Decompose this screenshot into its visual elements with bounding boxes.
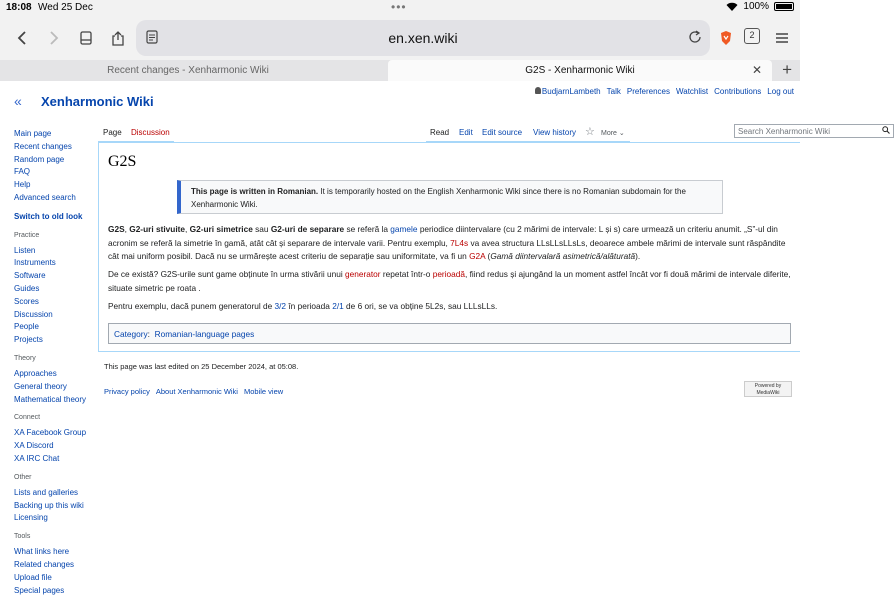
sidebar-group-practice: Practice xyxy=(14,231,40,239)
url-text: en.xen.wiki xyxy=(388,30,458,46)
article-content xyxy=(98,142,800,352)
watchlist-link[interactable]: Watchlist xyxy=(676,87,709,96)
tab-strip xyxy=(0,60,800,81)
search-icon[interactable] xyxy=(882,126,890,136)
user-page-link[interactable] xyxy=(535,87,601,96)
category-box: Category: Romanian-language pages xyxy=(108,323,791,344)
wifi-icon xyxy=(726,2,738,11)
link-2-1[interactable]: 2/1 xyxy=(332,301,344,311)
sidebar-item-upload-file[interactable]: Upload file xyxy=(14,572,52,582)
preferences-link[interactable]: Preferences xyxy=(626,87,670,96)
notice-bold: This page is written in Romanian. xyxy=(191,187,319,196)
browser-toolbar xyxy=(0,16,800,60)
term-separation: G2-uri de separare xyxy=(270,224,345,234)
search-input[interactable] xyxy=(734,124,894,138)
sidebar-item-irc-chat[interactable]: XA IRC Chat xyxy=(14,453,60,463)
tab-discussion[interactable] xyxy=(131,128,170,137)
sidebar-item-guides[interactable]: Guides xyxy=(14,283,40,293)
term-g2s: G2S xyxy=(108,224,125,234)
close-tab-icon[interactable]: ✕ xyxy=(751,63,762,77)
tab-edit-source-label: Edit source xyxy=(482,128,523,137)
notice-text: It is temporarily hosted on the English Xenharmonic Wiki since there is no Romanian subdomain for the Xenharmonic Wiki. xyxy=(191,187,686,209)
tab-edit[interactable] xyxy=(459,128,473,137)
multitask-dots[interactable]: ••• xyxy=(391,0,407,14)
bookmarks-icon[interactable] xyxy=(74,26,98,50)
more-menu-icon[interactable] xyxy=(770,26,794,50)
sidebar-item-lists-galleries[interactable]: Lists and galleries xyxy=(14,487,79,497)
sidebar-item-switch-old-look[interactable]: Switch to old look xyxy=(14,211,83,221)
sidebar-group-theory: Theory xyxy=(14,354,36,362)
sidebar-item-main-page[interactable]: Main page xyxy=(14,129,52,138)
paragraph-example: Pentru exemplu, dacă punem generatorul de 3/2 în perioada 2/1 de 6 ori, se va obține 5L2s, sau LLLsLLs. xyxy=(108,301,498,311)
sidebar-item-backing-up[interactable]: Backing up this wiki xyxy=(14,500,84,510)
battery-icon xyxy=(774,2,794,11)
tab-edit-label: Edit xyxy=(459,128,473,137)
back-icon[interactable] xyxy=(10,26,34,50)
sidebar-item-listen[interactable]: Listen xyxy=(14,245,36,255)
sidebar-item-help[interactable]: Help xyxy=(14,180,31,190)
privacy-link[interactable]: Privacy policy xyxy=(104,387,150,396)
footer-links xyxy=(104,387,298,396)
sidebar-item-projects[interactable]: Projects xyxy=(14,335,43,345)
tab-page[interactable]: Page xyxy=(103,128,122,137)
sidebar-item-approaches[interactable]: Approaches xyxy=(14,368,57,378)
chevron-down-icon: ⌄ xyxy=(618,130,625,137)
contributions-link[interactable]: Contributions xyxy=(714,87,762,96)
sidebar-item-facebook-group[interactable]: XA Facebook Group xyxy=(14,428,87,438)
mobile-view-link[interactable]: Mobile view xyxy=(243,387,284,396)
more-label: More xyxy=(601,130,617,137)
search-placeholder: Search Xenharmonic Wiki xyxy=(738,127,831,136)
paragraph-intro: G2S, G2-uri stivuite, G2-uri simetrice sau G2-uri de separare se referă la gamele periodice diintervalare (cu 2 mărimi de intervale: L și s) care urmează un criteriu anumit. „S”-ul din acronim se referă la simetrie în gamă, atât cât și separare de intervale varii. Pentru exemplu, 7L4s va avea structura LLsLLsLLsLs, deoarece ambele mărimi de intervale sunt răspândite cât mai uniform posibil. Dacă nu se urmărește acest criteriu de separație sau uniformitate, va fi un G2A (Gamă diintervalară asimetrică/alăturată). xyxy=(108,224,786,261)
browser-tab-title: G2S - Xenharmonic Wiki xyxy=(525,65,635,76)
status-date: Wed 25 Dec xyxy=(38,2,93,13)
link-generator[interactable]: generator xyxy=(345,269,381,279)
tab-discussion-label: Discussion xyxy=(131,128,170,137)
language-notice xyxy=(177,180,723,214)
new-tab-icon[interactable]: + xyxy=(782,60,792,79)
browser-tab-g2s[interactable] xyxy=(388,60,772,81)
browser-tab-recent-changes[interactable]: Recent changes - Xenharmonic Wiki xyxy=(107,65,269,76)
logout-link[interactable]: Log out xyxy=(767,87,794,96)
sidebar-group-tools: Tools xyxy=(14,533,31,541)
tab-view-history-label: View history xyxy=(533,128,576,137)
status-time: 18:08 xyxy=(6,2,32,13)
sidebar-item-mathematical-theory[interactable]: Mathematical theory xyxy=(14,394,87,404)
link-g2a[interactable]: G2A xyxy=(469,251,486,261)
user-name: BudjarnLambeth xyxy=(541,87,601,96)
term-stacked: G2-uri stivuite xyxy=(129,224,186,234)
status-bar xyxy=(0,0,800,16)
sidebar-item-advanced-search[interactable]: Advanced search xyxy=(14,192,76,202)
collapse-sidebar-icon[interactable]: « xyxy=(14,93,22,109)
paragraph-why: De ce există? G2S-urile sunt game obținute în urma stivării unui generator repetat într-o perioadă, fiind redus și ajungând la un moment astfel încât vor fi două mărimi de intervale diferite, situate simetric pe roata . xyxy=(108,269,791,293)
g2a-definition: Gamă diintervalară asimetrică/alăturată xyxy=(490,251,636,261)
tab-edit-source[interactable] xyxy=(482,128,522,137)
sidebar-item-what-links-here[interactable]: What links here xyxy=(14,547,70,557)
tab-view-history[interactable] xyxy=(533,128,576,137)
term-symmetric: G2-uri simetrice xyxy=(189,224,253,234)
link-gamele[interactable]: gamele xyxy=(390,224,418,234)
footer xyxy=(104,362,298,396)
user-icon xyxy=(535,87,541,94)
forward-icon[interactable] xyxy=(42,26,66,50)
tab-count-button[interactable]: 2 xyxy=(744,28,760,44)
more-menu[interactable] xyxy=(601,129,625,137)
sidebar-item-special-pages[interactable]: Special pages xyxy=(14,585,65,595)
sidebar-item-recent-changes[interactable]: Recent changes xyxy=(14,141,72,151)
sidebar xyxy=(14,128,94,597)
sidebar-group-connect: Connect xyxy=(14,414,41,422)
page-title: G2S xyxy=(108,153,137,170)
mediawiki-badge[interactable]: Powered by MediaWiki xyxy=(744,381,792,397)
category-link[interactable]: Romanian-language pages xyxy=(154,329,255,339)
sidebar-item-general-theory[interactable]: General theory xyxy=(14,381,67,391)
battery-percent: 100% xyxy=(743,1,769,12)
site-title[interactable]: Xenharmonic Wiki xyxy=(41,94,154,109)
sidebar-item-licensing[interactable]: Licensing xyxy=(14,513,48,523)
sidebar-item-scores[interactable]: Scores xyxy=(14,296,39,306)
watch-star-icon[interactable]: ☆ xyxy=(585,126,595,138)
page-tabs xyxy=(98,124,831,142)
personal-tools xyxy=(535,87,794,96)
tab-read[interactable]: Read xyxy=(430,128,450,137)
link-perioada[interactable]: perioadă xyxy=(432,269,465,279)
status-right xyxy=(726,1,794,12)
wiki-header xyxy=(0,81,800,119)
link-7l4s[interactable]: 7L4s xyxy=(450,237,469,248)
sidebar-item-discussion[interactable]: Discussion xyxy=(14,309,53,319)
link-3-2[interactable]: 3/2 xyxy=(274,301,287,311)
address-bar[interactable] xyxy=(136,20,710,56)
sidebar-item-related-changes[interactable]: Related changes xyxy=(14,559,75,569)
sidebar-item-instruments[interactable]: Instruments xyxy=(14,258,56,268)
about-link[interactable]: About Xenharmonic Wiki xyxy=(155,387,238,396)
sidebar-item-software[interactable]: Software xyxy=(14,271,46,281)
category-label-link[interactable]: Category xyxy=(114,329,148,339)
sidebar-item-discord[interactable]: XA Discord xyxy=(14,441,54,451)
sidebar-item-faq[interactable]: FAQ xyxy=(14,167,31,177)
share-icon[interactable] xyxy=(106,26,130,50)
sidebar-group-other: Other xyxy=(14,473,32,481)
talk-link[interactable]: Talk xyxy=(606,87,621,96)
reload-icon[interactable] xyxy=(688,30,702,44)
sidebar-item-people[interactable]: People xyxy=(14,322,39,332)
sidebar-item-random-page[interactable]: Random page xyxy=(14,154,65,164)
last-edited: This page was last edited on 25 December 2024, at 05:08. xyxy=(104,362,299,371)
brave-shield-icon[interactable] xyxy=(714,26,738,50)
